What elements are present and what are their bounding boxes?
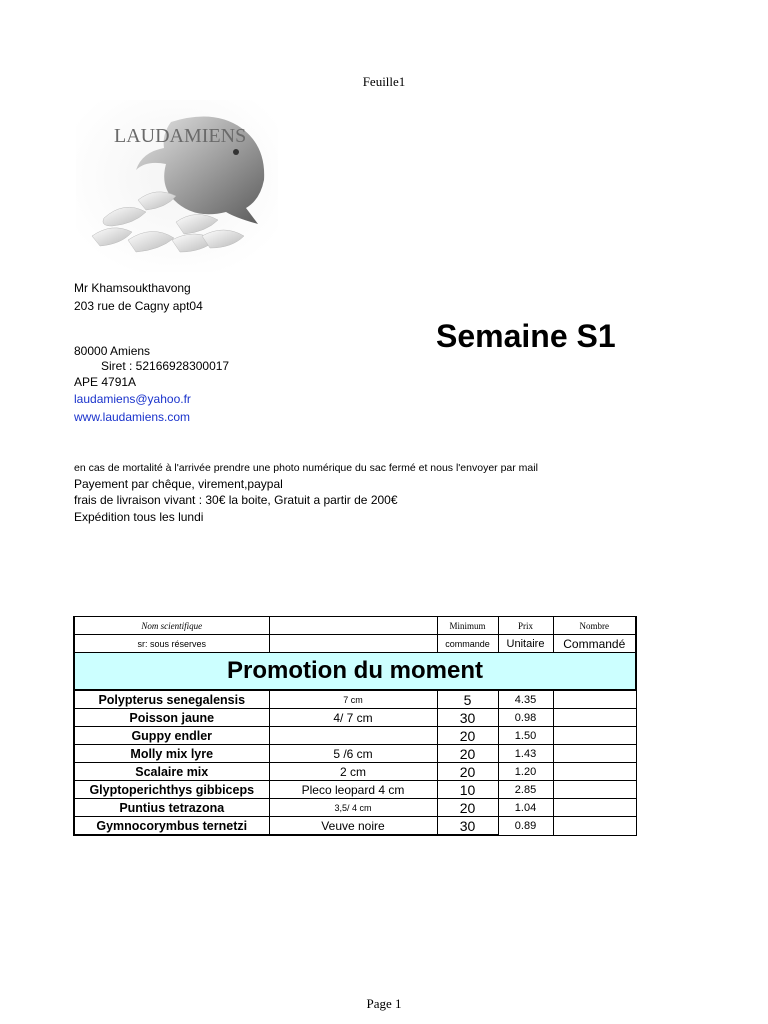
species-size: 7 cm	[269, 690, 437, 709]
unit-price: 1.43	[498, 745, 553, 763]
contact-name: Mr Khamsoukthavong	[74, 281, 191, 295]
species-size: 4/ 7 cm	[269, 709, 437, 727]
subheader-name: sr: sous réserves	[74, 635, 269, 653]
quantity-cell[interactable]	[553, 727, 636, 745]
product-table	[73, 616, 637, 836]
header-name: Nom scientifique	[74, 617, 269, 635]
species-size: 3,5/ 4 cm	[269, 799, 437, 817]
unit-price: 1.20	[498, 763, 553, 781]
mortality-note: en cas de mortalité à l'arrivée prendre une photo numérique du sac fermé et nous l'envoyer par mail	[74, 462, 538, 474]
species-name: Poisson jaune	[74, 709, 269, 727]
payment-note: Payement par chêque, virement,paypal	[74, 477, 283, 491]
species-size: 5 /6 cm	[269, 745, 437, 763]
contact-street: 203 rue de Cagny apt04	[74, 299, 203, 313]
table-row	[74, 799, 636, 817]
email-link[interactable]: laudamiens@yahoo.fr	[74, 392, 191, 406]
species-name: Guppy endler	[74, 727, 269, 745]
quantity-cell[interactable]	[553, 799, 636, 817]
quantity-cell[interactable]	[553, 763, 636, 781]
species-size: 2 cm	[269, 763, 437, 781]
quantity-cell[interactable]	[553, 817, 636, 836]
minimum-order: 5	[437, 690, 498, 709]
species-name: Puntius tetrazona	[74, 799, 269, 817]
header-price: Prix	[498, 617, 553, 635]
unit-price: 1.50	[498, 727, 553, 745]
fish-logo-graphic	[76, 100, 278, 272]
shipping-note: frais de livraison vivant : 30€ la boite, Gratuit a partir de 200€	[74, 493, 398, 507]
species-name: Molly mix lyre	[74, 745, 269, 763]
minimum-order: 30	[437, 817, 498, 836]
table-row	[74, 763, 636, 781]
logo-text: LAUDAMIENS	[114, 125, 247, 147]
subheader-quantity: Commandé	[553, 635, 636, 653]
minimum-order: 30	[437, 709, 498, 727]
dispatch-note: Expédition tous les lundi	[74, 510, 204, 524]
quantity-cell[interactable]	[553, 781, 636, 799]
laudamiens-logo	[76, 100, 278, 272]
page-footer: Page 1	[366, 996, 402, 1011]
table-row	[74, 690, 636, 709]
species-size: Pleco leopard 4 cm	[269, 781, 437, 799]
contact-ape: APE 4791A	[74, 375, 137, 389]
page-header: Feuille1	[362, 74, 406, 89]
table-row	[74, 709, 636, 727]
contact-city: 80000 Amiens	[74, 344, 151, 358]
minimum-order: 20	[437, 745, 498, 763]
species-size	[269, 727, 437, 745]
species-name: Glyptoperichthys gibbiceps	[74, 781, 269, 799]
header-minimum: Minimum	[437, 617, 498, 635]
quantity-cell[interactable]	[553, 745, 636, 763]
minimum-order: 10	[437, 781, 498, 799]
minimum-order: 20	[437, 763, 498, 781]
species-size: Veuve noire	[269, 817, 437, 836]
contact-siret: Siret : 52166928300017	[101, 359, 230, 373]
table-header-row	[74, 617, 636, 635]
table-row	[74, 745, 636, 763]
table-row	[74, 817, 636, 836]
unit-price: 0.98	[498, 709, 553, 727]
table-row	[74, 727, 636, 745]
unit-price: 0.89	[498, 817, 553, 836]
species-name: Scalaire mix	[74, 763, 269, 781]
subheader-size	[269, 635, 437, 653]
unit-price: 2.85	[498, 781, 553, 799]
header-quantity: Nombre	[553, 617, 636, 635]
table-row	[74, 781, 636, 799]
week-title: Semaine S1	[436, 318, 616, 354]
unit-price: 4.35	[498, 690, 553, 709]
unit-price: 1.04	[498, 799, 553, 817]
promo-title: Promotion du moment	[74, 653, 636, 691]
header-size	[269, 617, 437, 635]
promo-row	[74, 653, 636, 691]
species-name: Gymnocorymbus ternetzi	[74, 817, 269, 836]
quantity-cell[interactable]	[553, 709, 636, 727]
subheader-price: Unitaire	[498, 635, 553, 653]
subheader-minimum: commande	[437, 635, 498, 653]
minimum-order: 20	[437, 799, 498, 817]
quantity-cell[interactable]	[553, 690, 636, 709]
species-name: Polypterus senegalensis	[74, 690, 269, 709]
table-subheader-row	[74, 635, 636, 653]
website-link[interactable]: www.laudamiens.com	[74, 410, 191, 424]
minimum-order: 20	[437, 727, 498, 745]
